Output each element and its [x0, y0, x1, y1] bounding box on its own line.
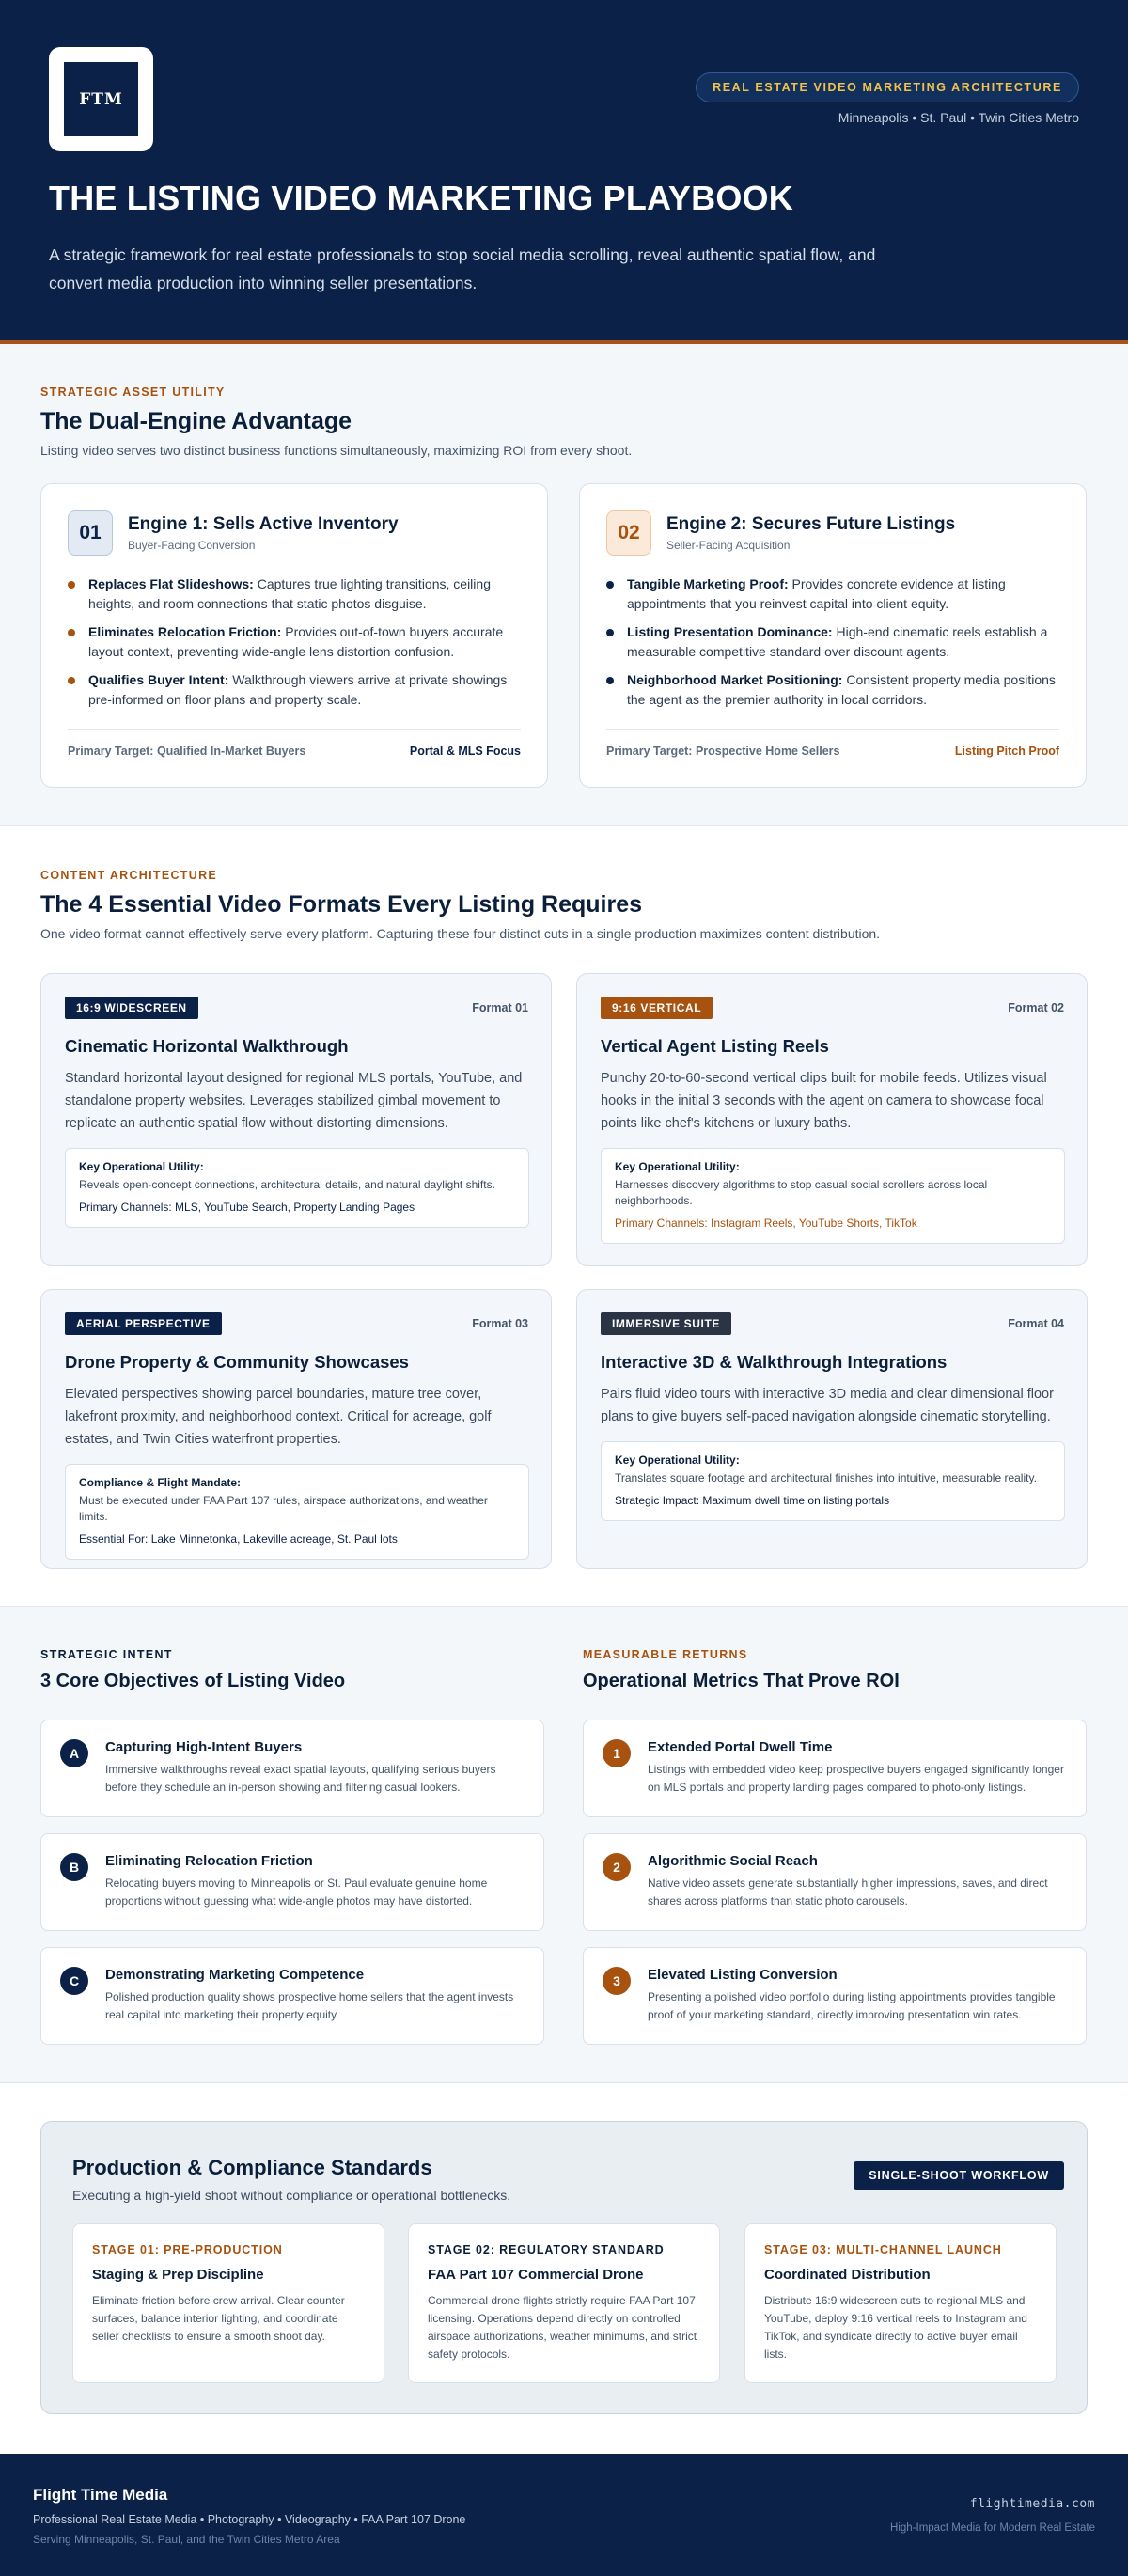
bullet-lead: Qualifies Buyer Intent:: [88, 672, 229, 687]
section-description: One video format cannot effectively serve every platform. Capturing these four distinct cuts in a single production maximizes content distribution.: [40, 926, 881, 941]
compliance-channels: Essential For: Lake Minnetonka, Lakeville acreage, St. Paul lots: [79, 1532, 398, 1546]
stage-title: FAA Part 107 Commercial Drone: [428, 2267, 644, 2283]
stage-text: Commercial drone flights strictly require FAA Part 107 licensing. Operations depend directly on controlled airspace authorizations, weather minimums, and strict safety protocols.: [428, 2294, 697, 2361]
bullet-text: Provides concrete evidence at listing appointments that you reinvest capital into client equity.: [627, 576, 1006, 611]
metric-text: Listings with embedded video keep prospective buyers engaged significantly longer on MLS portals and property landing pages compared to photo-only listings.: [648, 1763, 1064, 1794]
metric-title: Elevated Listing Conversion: [648, 1967, 838, 1983]
format-description: Punchy 20-to-60-second vertical clips built for mobile feeds. Utilizes visual hooks in the initial 3 seconds with the agent on camera to showcase focal points like chef's kitchens or luxury baths.: [601, 1071, 1047, 1131]
format-number: Format 04: [1008, 1317, 1064, 1330]
stage-eyebrow: STAGE 01: PRE-PRODUCTION: [92, 2243, 283, 2256]
location-text: Minneapolis • St. Paul • Twin Cities Metro: [838, 110, 1079, 125]
production-title: Production & Compliance Standards: [72, 2156, 432, 2179]
engine-bullets: [68, 574, 519, 718]
format-compliance-box: [65, 1464, 529, 1560]
format-card-1: [40, 973, 552, 1266]
production-section: [0, 2082, 1128, 2454]
bullet-dot-icon: [68, 581, 75, 589]
logo-mark-bg: [64, 62, 138, 136]
footer-tagline: High-Impact Media for Modern Real Estate: [890, 2522, 1095, 2534]
utility-text: Harnesses discovery algorithms to stop casual social scrollers across local neighborhoods.: [615, 1178, 988, 1207]
objective-marker: B: [60, 1853, 88, 1881]
brand-logo[interactable]: [49, 47, 153, 151]
engine-subtitle: Seller-Facing Acquisition: [666, 539, 791, 552]
format-utility-box: [65, 1148, 529, 1228]
engine-number: 02: [606, 510, 651, 556]
stage-card-1: [72, 2223, 384, 2383]
objectives-eyebrow: STRATEGIC INTENT: [40, 1648, 173, 1661]
format-number: Format 02: [1008, 1001, 1064, 1014]
bullet-dot-icon: [68, 629, 75, 636]
format-description: Standard horizontal layout designed for regional MLS portals, YouTube, and standalone property websites. Leverages stabilized gimbal movement to replicate an authentic spatial flow without distorting dimensions.: [65, 1071, 523, 1131]
page-subtitle: A strategic framework for real estate professionals to stop social media scrolling, reveal authentic spatial flow, and convert media production into winning seller presentations.: [49, 245, 876, 292]
format-description: Pairs fluid video tours with interactive 3D media and clear dimensional floor plans to give buyers self-paced navigation alongside cinematic storytelling.: [601, 1387, 1054, 1424]
engine-target: Primary Target: Qualified In-Market Buyers: [68, 745, 306, 758]
metrics-title: Operational Metrics That Prove ROI: [583, 1671, 900, 1691]
metric-text: Presenting a polished video portfolio during listing appointments provides tangible proof of your marketing standard, directly improving presentation win rates.: [648, 1990, 1056, 2021]
stage-text: Eliminate friction before crew arrival. Clear counter surfaces, balance interior lighting, and coordinate seller checklists to ensure a smooth shoot day.: [92, 2294, 345, 2343]
engine-focus: Portal & MLS Focus: [409, 745, 521, 758]
section-eyebrow: CONTENT ARCHITECTURE: [40, 869, 218, 882]
format-tag: 9:16 VERTICAL: [601, 997, 713, 1019]
bullet-dot-icon: [606, 677, 614, 684]
formats-section: [0, 825, 1128, 1606]
objective-title: Eliminating Relocation Friction: [105, 1853, 313, 1869]
bullet-lead: Tangible Marketing Proof:: [627, 576, 789, 591]
bullet-text: Consistent property media positions the agent as the premier authority in local corridors.: [627, 672, 1056, 707]
bullet-item: [606, 574, 1058, 614]
objective-marker: C: [60, 1967, 88, 1995]
format-title: Interactive 3D & Walkthrough Integrations: [601, 1352, 948, 1372]
engine-target: Primary Target: Prospective Home Sellers: [606, 745, 840, 758]
objective-text: Immersive walkthroughs reveal exact spatial layouts, qualifying serious buyers before they schedule an in-person showing and filtering casual lookers.: [105, 1763, 496, 1794]
utility-text: Reveals open-concept connections, architectural details, and natural daylight shifts.: [79, 1178, 495, 1191]
engine-bullets: [606, 574, 1058, 718]
objectives-title: 3 Core Objectives of Listing Video: [40, 1671, 346, 1691]
format-title: Vertical Agent Listing Reels: [601, 1036, 829, 1056]
engine-card-2: [579, 483, 1087, 788]
objectives-metrics-section: [0, 1606, 1128, 2082]
stage-eyebrow: STAGE 02: REGULATORY STANDARD: [428, 2243, 665, 2256]
format-tag: IMMERSIVE SUITE: [601, 1312, 731, 1335]
production-panel: [40, 2121, 1088, 2414]
footer-service-area: Serving Minneapolis, St. Paul, and the Twin Cities Metro Area: [33, 2533, 340, 2546]
objective-marker: A: [60, 1739, 88, 1767]
section-description: Listing video serves two distinct business functions simultaneously, maximizing ROI from every shoot.: [40, 443, 633, 458]
stage-title: Coordinated Distribution: [764, 2267, 931, 2283]
section-title: The 4 Essential Video Formats Every Listing Requires: [40, 891, 643, 918]
engine-footer: [606, 729, 1059, 758]
utility-text: Translates square footage and architectural finishes into intuitive, measurable reality.: [615, 1471, 1037, 1484]
footer-services: Professional Real Estate Media • Photography • Videography • FAA Part 107 Drone: [33, 2513, 466, 2526]
production-subtitle: Executing a high-yield shoot without compliance or operational bottlenecks.: [72, 2188, 511, 2203]
category-badge: REAL ESTATE VIDEO MARKETING ARCHITECTURE: [696, 72, 1079, 102]
objective-text: Polished production quality shows prospective home sellers that the agent invests real capital into marketing their property equity.: [105, 1990, 514, 2021]
engine-footer: [68, 729, 521, 758]
metric-card: [583, 1947, 1087, 2045]
format-card-2: [576, 973, 1088, 1266]
metric-card: [583, 1720, 1087, 1817]
footer-website-link[interactable]: flightimedia.com: [969, 2497, 1095, 2511]
bullet-item: [68, 670, 519, 710]
format-utility-box: [601, 1441, 1065, 1521]
metric-title: Extended Portal Dwell Time: [648, 1739, 833, 1755]
bullet-dot-icon: [606, 581, 614, 589]
objective-card: [40, 1947, 544, 2045]
bullet-dot-icon: [606, 629, 614, 636]
metrics-eyebrow: MEASURABLE RETURNS: [583, 1648, 748, 1661]
format-utility-box: [601, 1148, 1065, 1244]
format-description: Elevated perspectives showing parcel boundaries, mature tree cover, lakefront proximity, and neighborhood context. Critical for acreage, golf estates, and Twin Cities waterfront properties.: [65, 1387, 492, 1447]
bullet-item: [606, 622, 1058, 662]
section-title: The Dual-Engine Advantage: [40, 408, 352, 434]
bullet-item: [68, 622, 519, 662]
stage-eyebrow: STAGE 03: MULTI-CHANNEL LAUNCH: [764, 2243, 1002, 2256]
compliance-label: Compliance & Flight Mandate:: [79, 1476, 242, 1489]
page-title: THE LISTING VIDEO MARKETING PLAYBOOK: [49, 179, 793, 217]
engine-focus: Listing Pitch Proof: [954, 745, 1059, 758]
utility-channels: Primary Channels: Instagram Reels, YouTube Shorts, TikTok: [615, 1217, 917, 1230]
bullet-text: Provides out-of-town buyers accurate layout context, preventing wide-angle lens distortion confusion.: [88, 624, 504, 659]
page-footer: [0, 2454, 1128, 2576]
dual-engine-section: [0, 344, 1128, 825]
metric-marker: 1: [603, 1739, 631, 1767]
stage-card-2: [408, 2223, 720, 2383]
stage-card-3: [744, 2223, 1057, 2383]
bullet-lead: Replaces Flat Slideshows:: [88, 576, 254, 591]
objective-title: Capturing High-Intent Buyers: [105, 1739, 303, 1755]
bullet-text: High-end cinematic reels establish a measurable competitive standard over discount agents.: [627, 624, 1048, 659]
section-eyebrow: STRATEGIC ASSET UTILITY: [40, 385, 226, 399]
footer-brand: Flight Time Media: [33, 2486, 168, 2504]
engine-card-1: [40, 483, 548, 788]
objective-card: [40, 1720, 544, 1817]
format-title: Drone Property & Community Showcases: [65, 1352, 409, 1372]
utility-impact: Strategic Impact: Maximum dwell time on listing portals: [615, 1494, 890, 1507]
format-card-3: [40, 1289, 552, 1569]
engine-title: Engine 2: Secures Future Listings: [666, 514, 956, 534]
objective-text: Relocating buyers moving to Minneapolis or St. Paul evaluate genuine home proportions without guessing what wide-angle photos may have distorted.: [105, 1877, 488, 1908]
format-tag: AERIAL PERSPECTIVE: [65, 1312, 222, 1335]
bullet-dot-icon: [68, 677, 75, 684]
bullet-lead: Eliminates Relocation Friction:: [88, 624, 282, 639]
utility-channels: Primary Channels: MLS, YouTube Search, Property Landing Pages: [79, 1201, 415, 1214]
format-title: Cinematic Horizontal Walkthrough: [65, 1036, 349, 1056]
objective-title: Demonstrating Marketing Competence: [105, 1967, 365, 1983]
bullet-lead: Neighborhood Market Positioning:: [627, 672, 843, 687]
stage-title: Staging & Prep Discipline: [92, 2267, 264, 2283]
bullet-lead: Listing Presentation Dominance:: [627, 624, 833, 639]
hero-header: [0, 0, 1128, 340]
engine-title: Engine 1: Sells Active Inventory: [128, 514, 399, 534]
metric-marker: 3: [603, 1967, 631, 1995]
bullet-item: [606, 670, 1058, 710]
metric-text: Native video assets generate substantially higher impressions, saves, and direct shares across platforms than static photo carousels.: [648, 1877, 1048, 1908]
logo-mark: FTM: [79, 89, 123, 109]
bullet-item: [68, 574, 519, 614]
utility-label: Key Operational Utility:: [615, 1160, 740, 1173]
format-number: Format 03: [472, 1317, 528, 1330]
format-number: Format 01: [472, 1001, 528, 1014]
compliance-text: Must be executed under FAA Part 107 rules, airspace authorizations, and weather limits.: [79, 1494, 488, 1523]
engine-number: 01: [68, 510, 113, 556]
format-card-4: [576, 1289, 1088, 1569]
metric-title: Algorithmic Social Reach: [648, 1853, 818, 1869]
utility-label: Key Operational Utility:: [79, 1160, 204, 1173]
bullet-text: Captures true lighting transitions, ceiling heights, and room connections that static photos disguise.: [88, 576, 491, 611]
format-tag: 16:9 WIDESCREEN: [65, 997, 198, 1019]
bullet-text: Walkthrough viewers arrive at private showings pre-informed on floor plans and property scale.: [88, 672, 508, 707]
workflow-button[interactable]: SINGLE-SHOOT WORKFLOW: [854, 2161, 1064, 2190]
metric-marker: 2: [603, 1853, 631, 1881]
utility-label: Key Operational Utility:: [615, 1453, 740, 1467]
stage-text: Distribute 16:9 widescreen cuts to regional MLS and YouTube, deploy 9:16 vertical reels to Instagram and TikTok, and syndicate directly to active buyer email lists.: [764, 2294, 1027, 2361]
objective-card: [40, 1833, 544, 1931]
metric-card: [583, 1833, 1087, 1931]
engine-subtitle: Buyer-Facing Conversion: [128, 539, 256, 552]
